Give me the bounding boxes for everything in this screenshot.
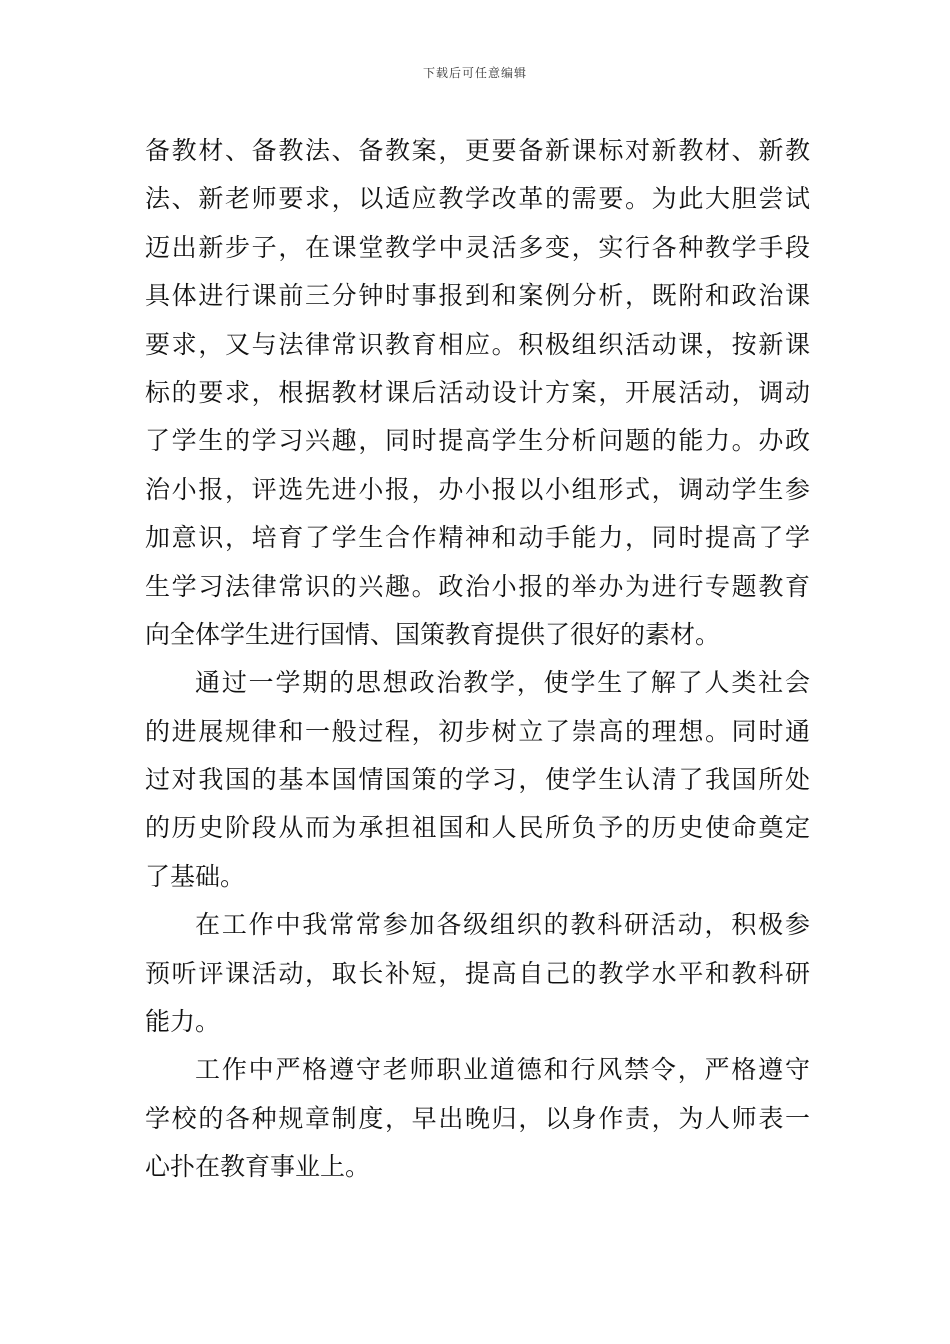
text-line: 标的要求，根据教材课后活动设计方案，开展活动，调动 [145,377,810,407]
text-line: 通过一学期的思想政治教学，使学生了解了人类社会 [195,668,810,698]
document-body [145,127,810,1192]
paragraph [145,127,810,659]
text-line: 在工作中我常常参加各级组织的教科研活动，积极参 [195,910,810,940]
text-line: 能力。 [145,1007,221,1037]
text-line: 加意识，培育了学生合作精神和动手能力，同时提高了学 [145,523,810,553]
text-line: 治小报，评选先进小报，办小报以小组形式，调动学生参 [145,474,810,504]
text-line: 生学习法律常识的兴趣。政治小报的举办为进行专题教育 [145,571,810,601]
text-line: 心扑在教育事业上。 [145,1152,371,1182]
text-line: 迈出新步子，在课堂教学中灵活多变，实行各种教学手段 [145,232,810,262]
page-header: 下载后可任意编辑 [422,66,527,80]
paragraph [145,659,810,901]
text-line: 备教材、备教法、备教案，更要备新课标对新教材、新教 [145,136,810,165]
text-line: 预听评课活动，取长补短，提高自己的教学水平和教科研 [145,958,810,988]
text-line: 具体进行课前三分钟时事报到和案例分析，既附和政治课 [145,281,810,311]
text-line: 法、新老师要求，以适应教学改革的需要。为此大胆尝试 [145,184,810,214]
text-line: 向全体学生进行国情、国策教育提供了很好的素材。 [145,619,721,649]
text-line: 了基础。 [145,861,246,891]
text-line: 过对我国的基本国情国策的学习，使学生认清了我国所处 [145,765,810,795]
text-line: 的进展规律和一般过程，初步树立了崇高的理想。同时通 [145,716,810,746]
text-line: 的历史阶段从而为承担祖国和人民所负予的历史使命奠定 [145,813,810,843]
text-line: 工作中严格遵守老师职业道德和行风禁令，严格遵守 [195,1055,810,1085]
paragraph [145,1046,810,1191]
text-line: 学校的各种规章制度，早出晚归，以身作责，为人师表一 [145,1103,810,1133]
text-line: 了学生的学习兴趣，同时提高学生分析问题的能力。办政 [145,426,810,456]
text-line: 要求，又与法律常识教育相应。积极组织活动课，按新课 [145,329,810,359]
paragraph [145,901,810,1046]
